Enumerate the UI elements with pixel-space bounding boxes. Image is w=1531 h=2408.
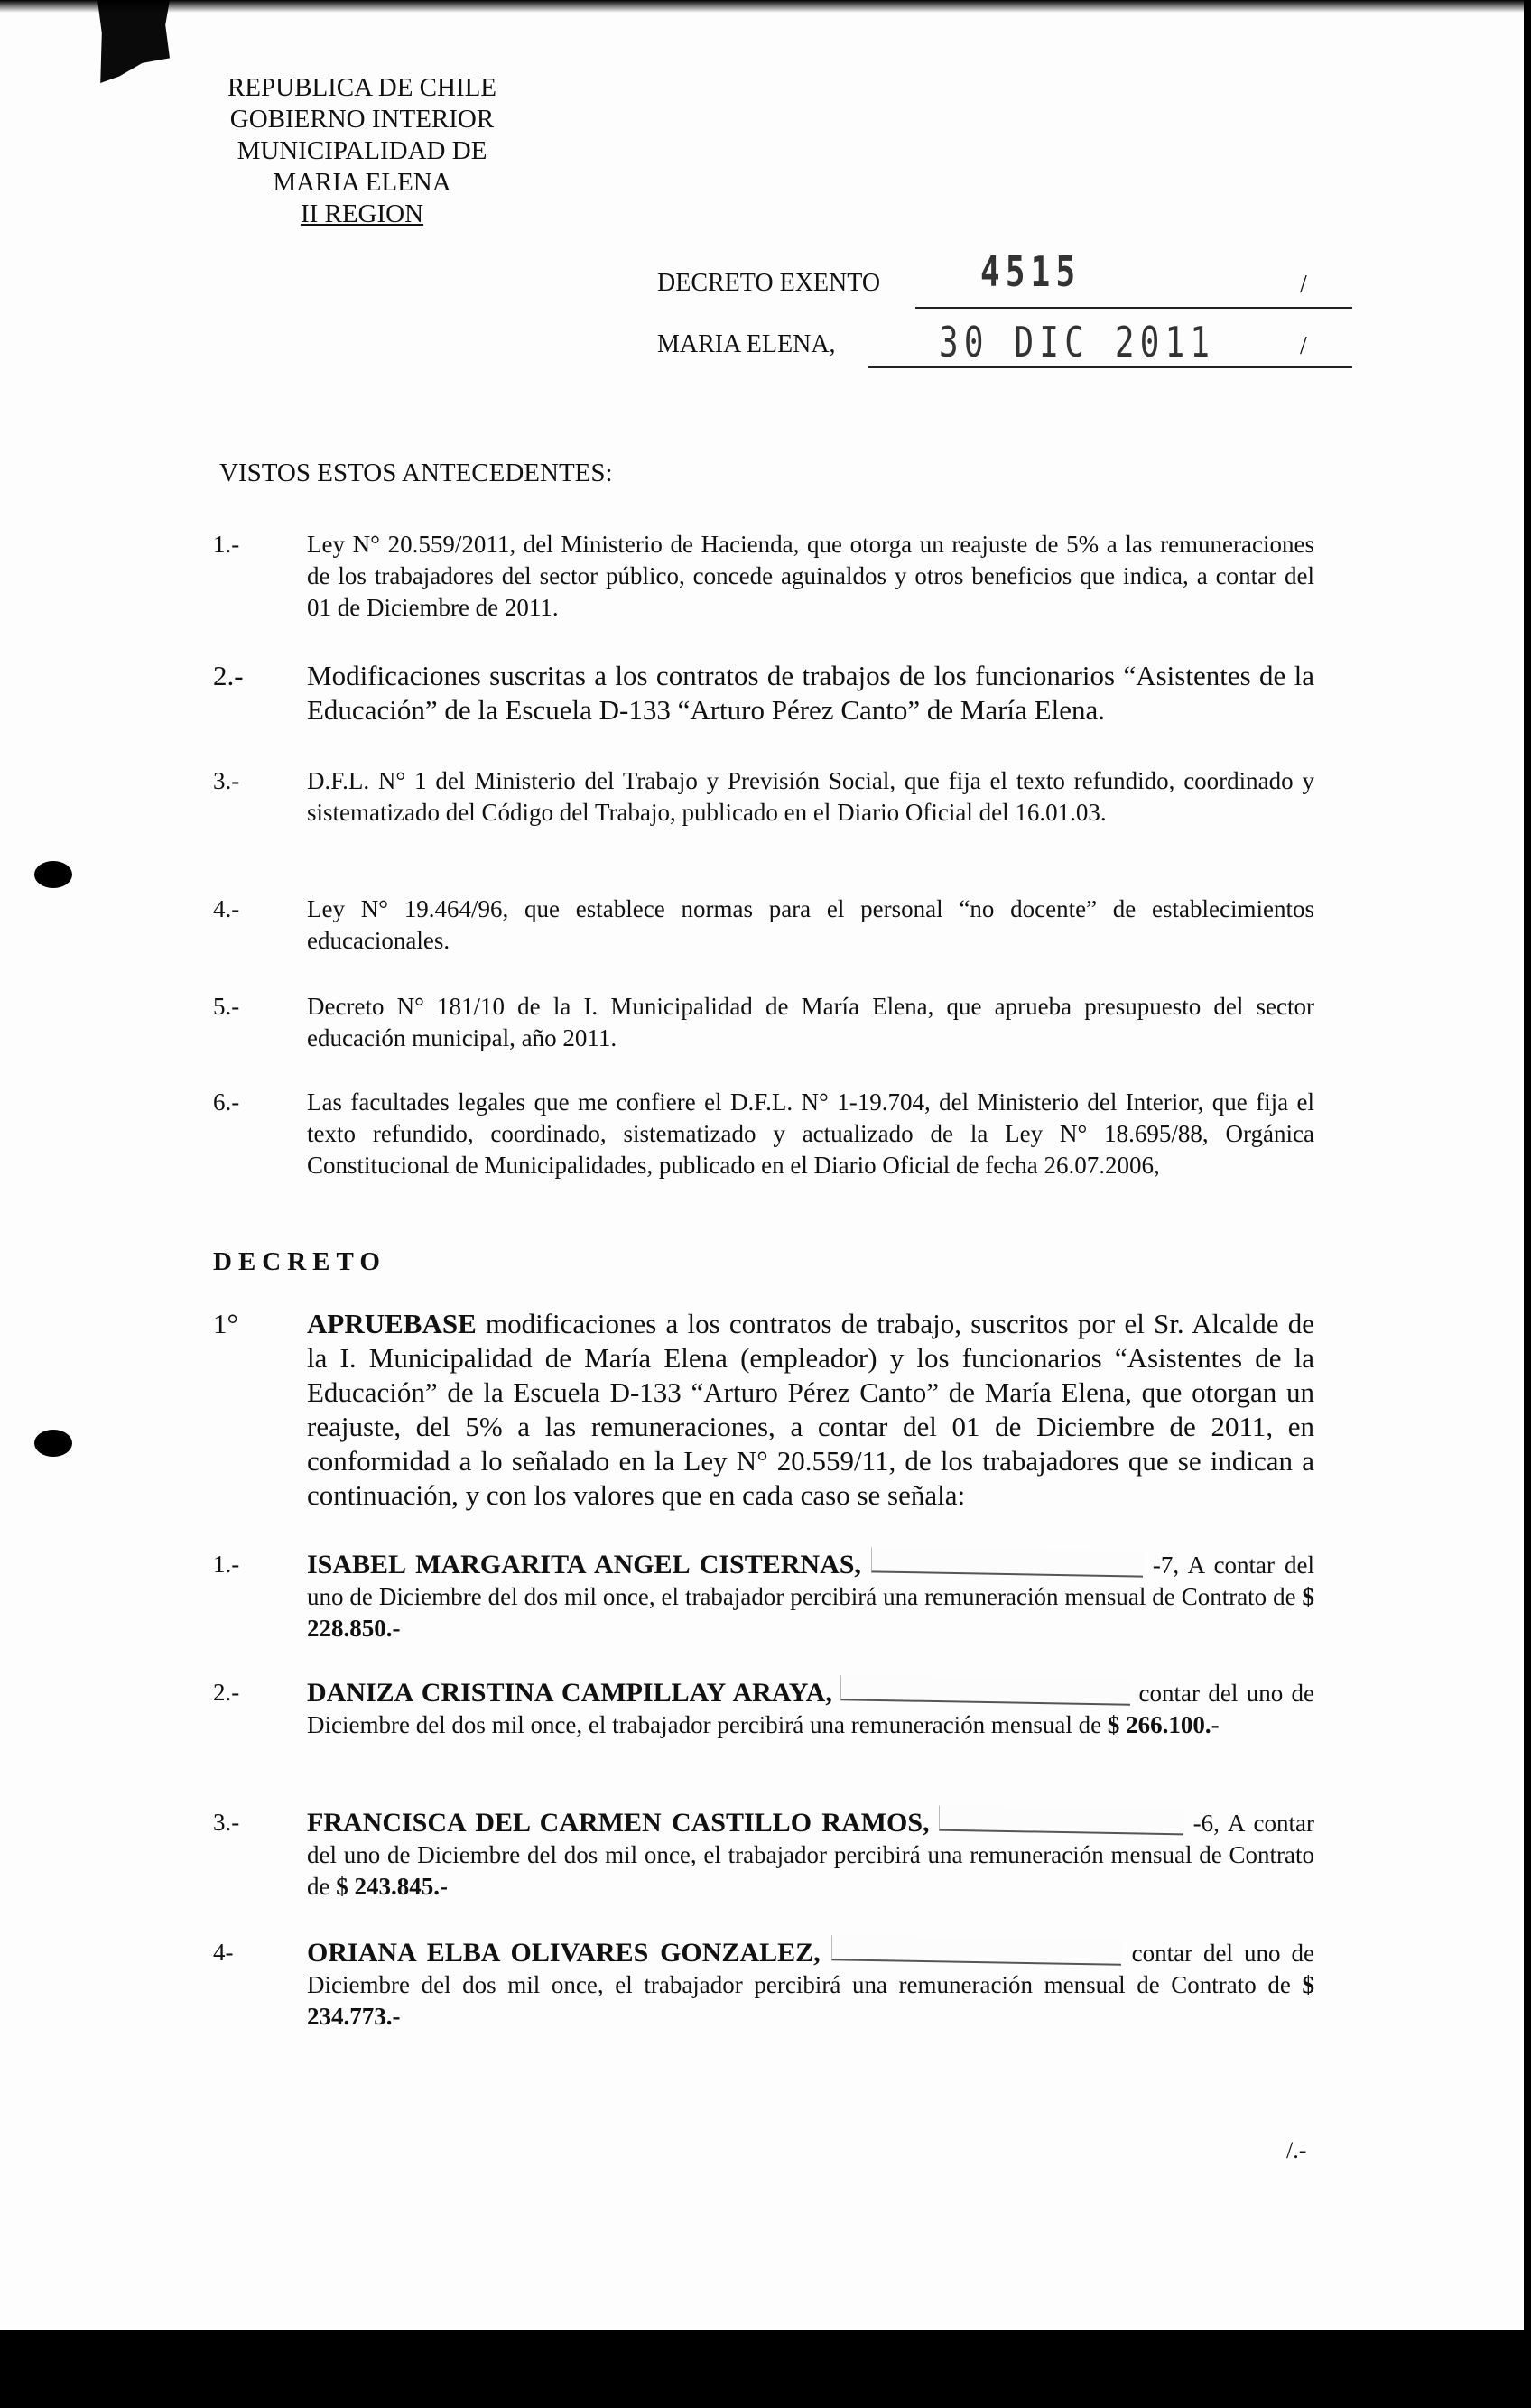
worker-entry xyxy=(213,1549,1314,1644)
worker-amount: $ 266.100.- xyxy=(1107,1711,1220,1738)
worker-name: ISABEL MARGARITA ANGEL CISTERNAS, xyxy=(307,1550,861,1579)
redacted-id xyxy=(831,1935,1121,1966)
worker-body: uno de Diciembre del dos mil once, el trabajador percibirá una remuneración mensual de Contrato de xyxy=(307,1583,1303,1610)
item-text: Ley N° 19.464/96, que establece normas para el personal “no docente” de establecimientos educacionales. xyxy=(307,895,1314,954)
worker-text-after-id: contar del uno xyxy=(1131,1940,1281,1967)
worker-body: uno de Diciembre del dos mil once, el trabajador percibirá una remuneración mensual de xyxy=(307,1680,1315,1738)
item-text: Modificaciones suscritas a los contratos de trabajos de los funcionarios “Asistentes de la Educación” de la Escuela D-133 “Arturo Pérez Canto” de María Elena. xyxy=(307,660,1314,726)
worker-amount: $ 228.850.- xyxy=(307,1583,1314,1642)
letterhead xyxy=(213,72,511,230)
scan-bottom-edge xyxy=(0,2330,1531,2408)
vistos-item xyxy=(213,991,1314,1054)
worker-number: 2.- xyxy=(213,1679,240,1706)
letterhead-line: REPUBLICA DE CHILE xyxy=(227,73,497,102)
slash-mark: / xyxy=(1300,271,1307,299)
worker-text xyxy=(307,1937,1314,2033)
worker-number: 1.- xyxy=(213,1551,240,1578)
scan-top-edge xyxy=(0,0,1531,13)
worker-text-after-id: -6, A xyxy=(1192,1810,1244,1837)
worker-name: FRANCISCA DEL CARMEN CASTILLO RAMOS, xyxy=(307,1808,930,1838)
worker-name: DANIZA CRISTINA CAMPILLAY ARAYA, xyxy=(307,1678,832,1708)
worker-amount: $ 234.773.- xyxy=(307,1971,1314,2030)
decreto-heading: DECRETO xyxy=(213,1247,386,1276)
item-number: 5.- xyxy=(213,993,240,1020)
vistos-item xyxy=(213,765,1314,829)
item-number: 2.- xyxy=(213,660,244,691)
letterhead-line: MUNICIPALIDAD DE xyxy=(237,136,487,165)
place-label: MARIA ELENA, xyxy=(657,330,836,358)
item-number: 6.- xyxy=(213,1088,240,1116)
continuation-mark: /.- xyxy=(1286,2137,1307,2163)
worker-number: 4- xyxy=(213,1939,234,1966)
item-text: Las facultades legales que me confiere el D.F.L. N° 1-19.704, del Ministerio del Interior, que fija el texto refundido, coordinado, sistematizado y actualizado de la Ley N° 18.695/88, Orgánica Constitucional de Municipalidades, publicado en el Diario Oficial de fecha 26.07.2006, xyxy=(307,1088,1314,1179)
worker-body: contar del uno de Diciembre del dos mil once, el trabajador percibirá una remuneración mensual de Contrato de xyxy=(307,1810,1314,1900)
punch-hole-top xyxy=(34,861,72,888)
redacted-id xyxy=(840,1675,1130,1706)
worker-body: de Diciembre del dos mil once, el trabajador percibirá una remuneración mensual de Contrato de xyxy=(307,1940,1314,1998)
letterhead-region: II REGION xyxy=(300,199,424,228)
decreto-article xyxy=(213,1307,1314,1513)
worker-text xyxy=(307,1549,1314,1644)
letterhead-line: MARIA ELENA xyxy=(273,168,451,197)
worker-number: 3.- xyxy=(213,1809,240,1836)
worker-text xyxy=(307,1807,1314,1903)
worker-amount: $ 243.845.- xyxy=(336,1873,448,1900)
item-number: 1.- xyxy=(213,531,240,558)
letterhead-line: GOBIERNO INTERIOR xyxy=(229,105,495,134)
vistos-item xyxy=(213,1087,1314,1181)
worker-entry xyxy=(213,1937,1314,2033)
scan-right-edge xyxy=(1524,0,1531,2408)
vistos-item xyxy=(213,894,1314,957)
decree-label: DECRETO EXENTO xyxy=(657,269,881,297)
worker-name: ORIANA ELBA OLIVARES GONZALEZ, xyxy=(307,1938,821,1968)
article-keyword: APRUEBASE xyxy=(307,1308,477,1339)
vistos-item xyxy=(213,529,1314,624)
redacted-id xyxy=(871,1547,1143,1577)
worker-entry xyxy=(213,1807,1314,1903)
article-number: 1° xyxy=(213,1308,238,1339)
article-body: modificaciones a los contratos de trabajo, suscritos por el Sr. Alcalde de la I. Municipalidad de María Elena (empleador) y los funcionarios “Asistentes de la Educación” de la Escuela D-133 “Arturo Pérez Canto” de María Elena, que otorgan un reajuste, del 5% a las remuneraciones, a contar del 01 de Diciembre de 2011, en conformidad a lo señalado en la Ley N° 20.559/11, de los trabajadores que se indican a continuación, y con los valores que en cada caso se señala: xyxy=(307,1308,1314,1511)
worker-text-after-id: contar del xyxy=(1138,1680,1239,1707)
worker-entry xyxy=(213,1677,1314,1741)
vistos-heading: VISTOS ESTOS ANTECEDENTES: xyxy=(219,458,613,487)
item-text: Ley N° 20.559/2011, del Ministerio de Hacienda, que otorga un reajuste de 5% a las remuneraciones de los trabajadores del sector público, concede aguinaldos y otros beneficios que indica, a contar del 01 de Diciembre de 2011. xyxy=(307,531,1314,621)
vistos-item xyxy=(213,659,1314,727)
worker-text xyxy=(307,1677,1314,1741)
article-text xyxy=(307,1307,1314,1513)
item-number: 3.- xyxy=(213,767,240,794)
slash-mark: / xyxy=(1300,332,1307,360)
item-text: Decreto N° 181/10 de la I. Municipalidad de María Elena, que aprueba presupuesto del sector educación municipal, año 2011. xyxy=(307,993,1314,1051)
worker-text-after-id: -7, A contar del xyxy=(1152,1551,1314,1579)
punch-hole-bottom xyxy=(34,1430,72,1457)
decree-number-stamp: 4515 xyxy=(980,247,1081,296)
redacted-id xyxy=(939,1806,1183,1836)
item-text: D.F.L. N° 1 del Ministerio del Trabajo y Previsión Social, que fija el texto refundido, coordinado y sistematizado del Código del Trabajo, publicado en el Diario Oficial del 16.01.03. xyxy=(307,767,1314,826)
item-number: 4.- xyxy=(213,895,240,922)
date-stamp: 30 DIC 2011 xyxy=(939,318,1216,366)
